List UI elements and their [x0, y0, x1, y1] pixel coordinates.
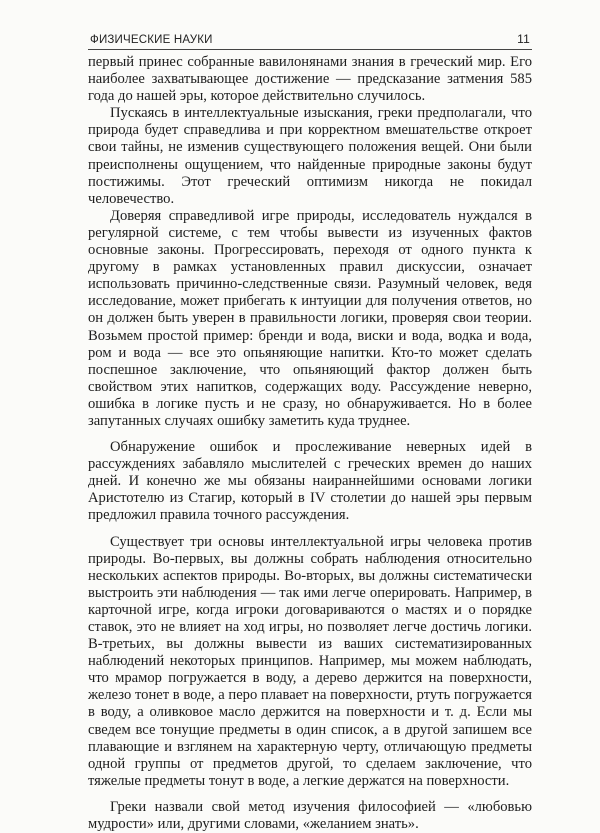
chapter-title: ФИЗИЧЕСКИЕ НАУКИ: [90, 34, 213, 46]
paragraph-2: Пускаясь в интеллектуальные изыскания, греки предполагали, что природа будет справедлива и при корректном вмешательстве откроет свои тайны, не изменив существующего положения вещей. Они были преисполнены ощущением, что найденные природные законы будут постижимы. Этот греческий оптимизм никогда не покидал человечество.: [88, 105, 532, 207]
paragraph-4: Обнаружение ошибок и прослеживание неверных идей в рассуждениях забавляло мыслителей с греческих времен до наших дней. И конечно же мы обязаны наираннейшими основами логики Аристотелю из Стагир, который в IV столетии до нашей эры первым предложил правила точного рассуждения.: [88, 439, 532, 524]
page-number: 11: [517, 32, 530, 46]
paragraph-5: Существует три основы интеллектуальной игры человека против природы. Во-первых, вы должны собрать наблюдения относительно нескольких аспектов природы. Во-вторых, вы должны систематически выстроить эти наблюдения — так ими легче оперировать. Например, в карточной игре, когда игроки договариваются о мастях и о порядке ставок, это не влияет на ход игры, но позволяет легче достичь логики. В-третьих, вы должны вывести из ваших систематизированных наблюдений некоторых принципов. Например, мы можем наблюдать, что мрамор погружается в воду, а дерево держится на поверхности, железо тонет в воде, а перо плавает на поверхности, ртуть погружается в воду, а оливковое масло держится на поверхности и т. д. Если мы сведем все тонущие предметы в один список, а в другой запишем все плавающие и взглянем на характерную черту, отличающую предметы одной группы от предметов другой, то сделаем заключение, что тяжелые предметы тонут в воде, а легкие держатся на поверхности.: [88, 533, 532, 789]
running-header: [88, 32, 532, 50]
body-text: [88, 54, 532, 833]
book-page: [88, 32, 532, 833]
paragraph-3: Доверяя справедливой игре природы, исследователь нуждался в регулярной системе, с тем чтобы вывести из изученных фактов основные законы. Прогрессировать, переходя от одного пункта к другому в рамках установленных правил дискуссии, означает использовать причинно-следственные связи. Разумный человек, ведя исследование, может прибегать к интуиции для получения ответов, но он должен быть уверен в правильности логики, проверяя свои теории. Возьмем простой пример: бренди и вода, виски и вода, водка и вода, ром и вода — все это опьяняющие напитки. Кто-то может сделать поспешное заключение, что опьяняющий фактор должен быть свойством этих напитков, содержащих воду. Рассуждение неверно, ошибка в логике пусть и не сразу, но обнаруживается. Но в более запутанных случаях ошибку заметить куда труднее.: [88, 207, 532, 429]
paragraph-1: первый принес собранные вавилонянами знания в греческий мир. Его наиболее захватывающее достижение — предсказание затмения 585 года до нашей эры, которое действительно случилось.: [88, 54, 532, 105]
paragraph-6: Греки назвали свой метод изучения философией — «любовью мудрости» или, другими словами, «желанием знать».: [88, 798, 532, 833]
